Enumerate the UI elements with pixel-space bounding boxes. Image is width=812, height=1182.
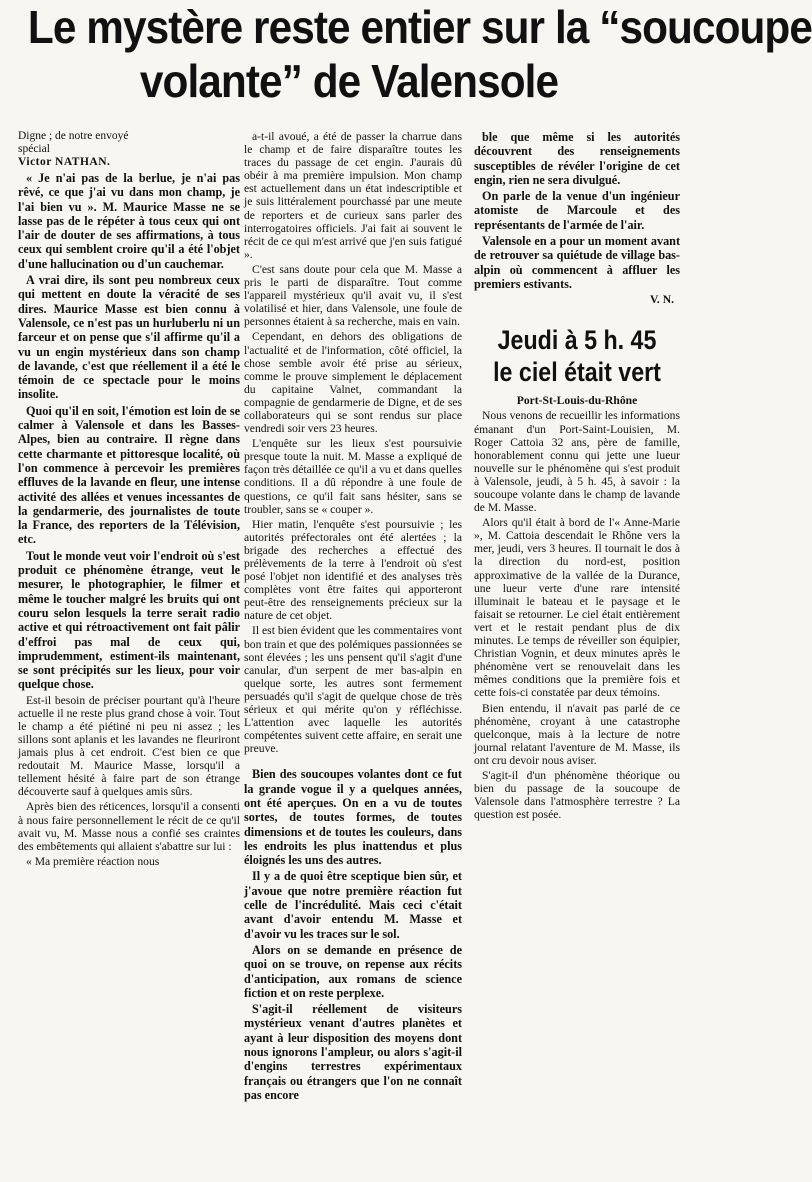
column-2 <box>244 130 462 1104</box>
paragraph: ble que même si les autorités découvrent des renseignements susceptibles de révéler l'origine de cet engin, rien ne sera divulgué. <box>474 130 680 187</box>
paragraph: Est-il besoin de préciser pourtant qu'à l'heure actuelle il ne reste plus grand chose à voir. Tout le champ a été piétiné ni peu ni assez ; les sillons sont aplanis et les lavandes ne fleuriront jamais plus à cet endroit. C'est bien ce que redoutait M. Maurice Masse, lorsqu'il a tellement hésité à faire part de son étrange découverte sauf à quelques amis sûrs. <box>18 693 240 799</box>
bold-section <box>244 767 462 1102</box>
bold-intro <box>18 171 240 692</box>
paragraph: Tout le monde veut voir l'endroit où s'est produit ce phénomène étrange, veut le mesurer, le photographier, le filmer et même le toucher malgré les bruits qui ont couru selon lesquels la terre serait radio active et qui rétroactivement ont fait pâlir d'effroi pas mal de ceux qui, imprudemment, estiment-ils maintenant, se sont précipités sur les lieux, pour voir quelque chose. <box>18 548 240 692</box>
paragraph: a-t-il avoué, a été de passer la charrue dans le champ et de faire disparaître toutes les traces du passage de cet engin. J'aurais dû obéir à ma première impulsion. Mon champ est actuellement dans un état indescriptible et je suis littéralement pourchassé par une meute de reporters et de curieux sans parler des interrogatoires officiels. J'ai fait ai souvent le récit de ce qui m'est arrivé que j'en suis fatigué ». <box>244 130 462 261</box>
paragraph: S'agit-il d'un phénomène théorique ou bien du passage de la soucoupe de Valensole dans l'atmosphère terrestre ? La question est posée. <box>474 768 680 822</box>
paragraph: « Ma première réaction nous <box>26 854 160 868</box>
paragraph: A vrai dire, ils sont peu nombreux ceux qui mettent en doute la véracité de ses dires. Maurice Masse est bien connu à Valensole, ce n'est pas un hurluberlu ni un farceur et on pense que s'il affirme qu'il a vu un engin mystérieux dans son champ de lavande, c'est que réellement il a été le témoin de ce spectacle pour le moins insolite. <box>18 273 240 402</box>
paragraph: Bien entendu, il n'avait pas parlé de ce phénomène, croyant à une catastrophe quelconque, mais à la lecture de notre journal relatant l'aventure de M. Masse, ils ont cru devoir nous aviser. <box>474 701 680 767</box>
headline <box>27 0 812 118</box>
sub-headline <box>488 324 665 388</box>
dateline-text-2: spécial <box>18 143 50 155</box>
paragraph: Quoi qu'il en soit, l'émotion est loin de se calmer à Valensole et dans les Basses-Alpes, bien au contraire. Il règne dans cette charmante et pittoresque localité, où l'on commence à percevoir les premières effluves de la lavande en fleur, une intense activité des allées et venues incessantes de la gendarmerie, des journalistes de toute la France, des reporters de la Télévision, etc. <box>18 403 240 547</box>
bold-continuation <box>474 130 680 291</box>
paragraph: S'agit-il réellement de visiteurs mystérieux venant d'autres planètes et ayant à leur disposition des moyens dont nous ignorons l'ampleur, ou alors s'agit-il d'engins terrestres expérimentaux français ou étrangers que l'on ne connaît pas encore <box>244 1002 462 1102</box>
byline: Victor NATHAN. <box>18 156 111 168</box>
signature: V. N. <box>650 293 674 307</box>
paragraph: L'enquête sur les lieux s'est poursuivie presque toute la nuit. M. Masse a expliqué de façon très détaillée ce qu'il a vu et dans quelles conditions. Il a dû répondre à une foule de questions, ce qu'il fait sans hésiter, sans se troubler, sans se « couper ». <box>244 437 462 516</box>
paragraph: « Je n'ai pas de la berlue, je n'ai pas rêvé, ce que j'ai vu dans mon champ, je l'ai bien vu ». M. Maurice Masse ne se lasse pas de le répéter à tous ceux qui ont l'air de douter de ses affirmations, à tous ceux qui semblent croire qu'il a été l'objet d'une hallucination ou d'un cauchemar. <box>18 171 240 271</box>
paragraph: Alors qu'il était à bord de l'« Anne-Marie », M. Cattoia descendait le Rhône vers la mer, jeudi, vers 3 heures. Il tournait le dos à la direction du nord-est, position approximative de la vallée de la Durance, une lueur verte d'une rare intensité illuminait le bateau et le paysage et le faisait se retourner. Le ciel était entièrement vert et le restait pendant plus de dix minutes. Le temps de réveiller son équipier, Christian Vognin, et deux minutes après le phénomène vert se renouvelait dans les mêmes conditions que la première fois et cette fois-ci constatée par deux témoins. <box>474 516 680 700</box>
headline-line-2: volante” de Valensole <box>139 55 559 107</box>
paragraph: Bien des soucoupes volantes dont ce fut la grande vogue il y a quelques années, ont été aperçues. On en a vu de toutes sortes, de toutes formes, de toutes dimensions et de toutes les couleurs, dans les endroits les plus inattendus et plus éloignés les uns des autres. <box>244 767 462 868</box>
paragraph: Après bien des réticences, lorsqu'il a consenti à nous faire personnellement le récit de ce qu'il avait vu, M. Masse nous a confié ses craintes des embêtements qui allaient s'abattre sur lui : <box>18 800 240 853</box>
sub-headline-line-2: le ciel était vert <box>493 357 661 388</box>
paragraph: Cependant, en dehors des obligations de l'actualité et de l'information, côté officiel, la chose semble avoir été prise au sérieux, comme le prouve simplement le déplacement du capitaine Valnet, commandant la compagnie de gendarmerie de Digne, et de ses collaborateurs qui se sont rendus sur place vendredi soir vers 23 heures. <box>244 330 462 436</box>
paragraph: Valensole en a pour un moment avant de retrouver sa quiétude de village bas-alpin où commencent à affluer les premiers estivants. <box>474 234 680 291</box>
column-1 <box>18 130 240 870</box>
paragraph: C'est sans doute pour cela que M. Masse a pris le parti de disparaître. Tout comme l'appareil mystérieux qu'il avait vu, il s'est volatilisé et hier, dans Valensole, une foule de personnes étaient à sa recherche, mais en vain. <box>244 262 462 329</box>
headline-line-1: Le mystère reste entier sur la “soucoupe <box>27 1 812 53</box>
paragraph: Nous venons de recueillir les informations émanant d'un Port-Saint-Louisien, M. Roger Cattoia 32 ans, père de famille, honorablement connu qui jette une lueur nouvelle sur le phénomène qui s'est produit à Valensole, jeudi, à 5 h. 45, à savoir : la soucoupe volante dans le champ de lavande de M. Masse. <box>474 409 680 515</box>
column-3 <box>474 130 680 823</box>
place-dateline: Port-St-Louis-du-Rhône <box>516 394 638 408</box>
section-gap <box>244 757 462 767</box>
paragraph: On parle de la venue d'un ingénieur atomiste de Marcoule et des représentants de l'armée de l'air. <box>474 189 680 232</box>
dateline <box>18 130 240 169</box>
paragraph: Hier matin, l'enquête s'est poursuivie ; les autorités préfectorales ont été alertées ; la brigade des recherches a effectué des prélèvements de la terre à l'endroit où s'est posé l'objet non identifié et des analyses très complètes vont être faites qui apporteront peut-être des renseignements précieux sur la nature de cet objet. <box>244 517 462 623</box>
paragraph: Il est bien évident que les commentaires vont bon train et que des polémiques passionnées se sont élevées ; les uns pensent qu'il s'agit d'une canular, d'un serpent de mer bas-alpin en quelque sorte, les autres sont fermement persuadés qu'il s'agit de quelque chose de très sérieux et qui mérite qu'on y réfléchisse. L'attention avec laquelle les autorités compétentes suivent cette affaire, en serait une preuve. <box>244 624 462 756</box>
dateline-text: Digne ; de notre envoyé <box>18 130 129 142</box>
paragraph: Alors on se demande en présence de quoi on se trouve, on repense aux récits d'anticipation, aux romans de science fiction et on reste perplexe. <box>244 942 462 1000</box>
sub-headline-line-1: Jeudi à 5 h. 45 <box>497 325 657 356</box>
paragraph: Il y a de quoi être sceptique bien sûr, et j'avoue que notre première réaction fut celle de l'incrédulité. Mais ceci c'était avant d'avoir entendu M. Masse et d'avoir vu les traces sur le sol. <box>244 869 462 941</box>
